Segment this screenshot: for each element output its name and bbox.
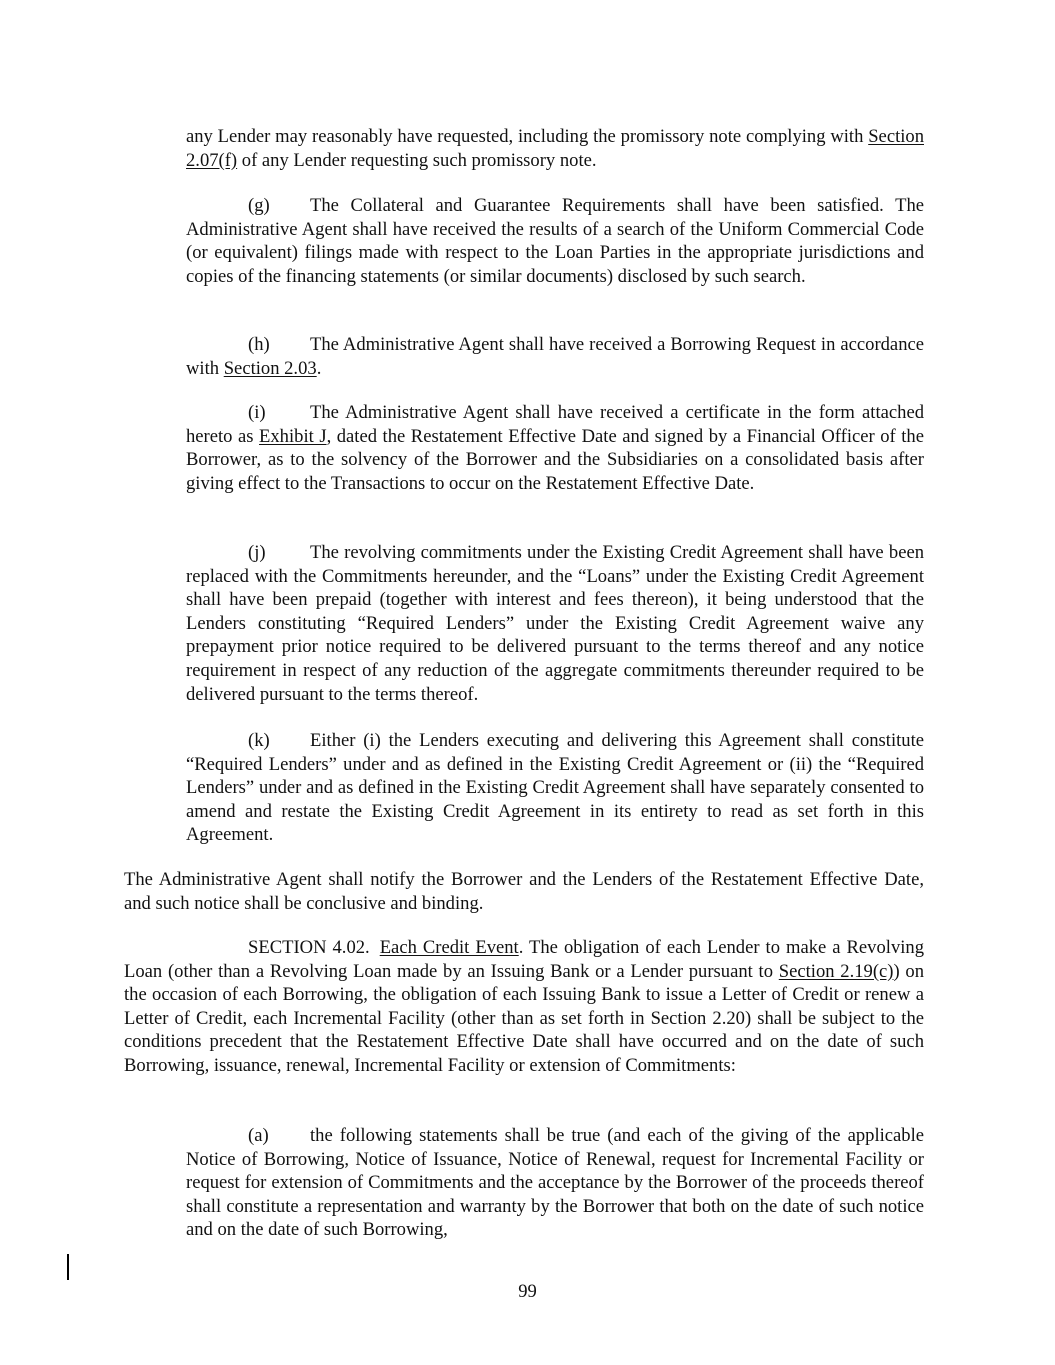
- clause-label: (g): [248, 195, 270, 216]
- clause-text: The Administrative Agent shall have received a certificate in the form attached hereto as: [186, 402, 924, 447]
- paragraph-continuation: [186, 125, 924, 172]
- clause-j: [186, 541, 924, 706]
- page-number: 99: [518, 1281, 537, 1302]
- clause-text: Either (i) the Lenders executing and delivering this Agreement shall constitute “Required Lenders” under and as defined in the Existing Credit Agreement or (ii) the “Required Lenders” under and as defined in the Existing Credit Agreement shall have separately consented to amend and restate the Existing Credit Agreement in its entirety to read as set forth in this Agreement.: [186, 730, 924, 846]
- section-reference-link: Section 2.19(c): [778, 960, 894, 982]
- clause-text: , dated the Restatement Effective Date and signed by a Financial Officer of the Borrower, as to the solvency of the Borrower and the Subsidiaries on a consolidated basis after giving effect to the Transactions to occur on the Restatement Effective Date.: [186, 425, 924, 494]
- clause-label: (a): [248, 1125, 269, 1146]
- clause-label: (h): [248, 334, 270, 355]
- clause-text: The Collateral and Guarantee Requirements shall have been satisfied. The Administrative Agent shall have received the results of a search of the Uniform Commercial Code (or equivalent) filings made with respect to the Loan Parties in the appropriate jurisdictions and copies of the financing statements (or similar documents) disclosed by such search.: [186, 195, 924, 287]
- clause-label: (j): [248, 542, 266, 563]
- clause-k: [186, 729, 924, 847]
- notice-paragraph: [124, 868, 924, 915]
- clause-text: .: [316, 357, 322, 379]
- exhibit-reference-link: Exhibit J: [259, 425, 327, 447]
- paragraph-text: any Lender may reasonably have requested, including the promissory note complying with: [186, 126, 869, 147]
- section-text: . The obligation of each Lender to make a Revolving Loan (other than a Revolving Loan made by an Issuing Bank or a Lender pursuant to: [124, 937, 924, 982]
- section-number: SECTION 4.02.: [248, 937, 370, 958]
- revision-change-bar: [67, 1254, 69, 1280]
- clause-text: The revolving commitments under the Existing Credit Agreement shall have been replaced with the Commitments hereunder, and the “Loans” under the Existing Credit Agreement shall have been prepaid (together with interest and fees thereon), it being understood that the Lenders constituting “Required Lenders” under the Existing Credit Agreement waive any prepayment prior notice required to be delivered pursuant to the terms thereof and any notice requirement in respect of any reduction of the aggregate commitments thereunder required to be delivered pursuant to the terms thereof.: [186, 542, 924, 705]
- clause-label: (i): [248, 402, 266, 423]
- section-title: Each Credit Event: [379, 937, 519, 958]
- section-reference-link: Section 2.03: [223, 357, 317, 379]
- clause-h: [186, 333, 924, 380]
- section-reference-link: Section 2.07(f): [186, 126, 924, 171]
- clause-i: [186, 401, 924, 495]
- clause-g: [186, 194, 924, 288]
- paragraph-text: The Administrative Agent shall notify the Borrower and the Lenders of the Restatement Effective Date, and such notice shall be conclusive and binding.: [124, 869, 924, 914]
- section-text: ) on the occasion of each Borrowing, the obligation of each Issuing Bank to issue a Letter of Credit or renew a Letter of Credit, each Incremental Facility (other than as set forth in Section 2.20) shall be subject to the conditions precedent that the Restatement Effective Date shall have occurred and on the date of such Borrowing, issuance, renewal, Incremental Facility or extension of Commitments:: [124, 960, 925, 1076]
- paragraph-text: of any Lender requesting such promissory note.: [237, 149, 597, 171]
- clause-label: (k): [248, 730, 270, 751]
- clause-text: the following statements shall be true (and each of the giving of the applicable Notice of Borrowing, Notice of Issuance, Notice of Renewal, request for Incremental Facility or request for extension of Commitments and the acceptance by the Borrower of the proceeds thereof shall constitute a representation and warranty by the Borrower that both on the date of such notice and on the date of such Borrowing,: [186, 1125, 924, 1241]
- section-4-02: [124, 936, 924, 1078]
- clause-text: The Administrative Agent shall have received a Borrowing Request in accordance with: [186, 334, 924, 379]
- clause-a: [186, 1124, 924, 1242]
